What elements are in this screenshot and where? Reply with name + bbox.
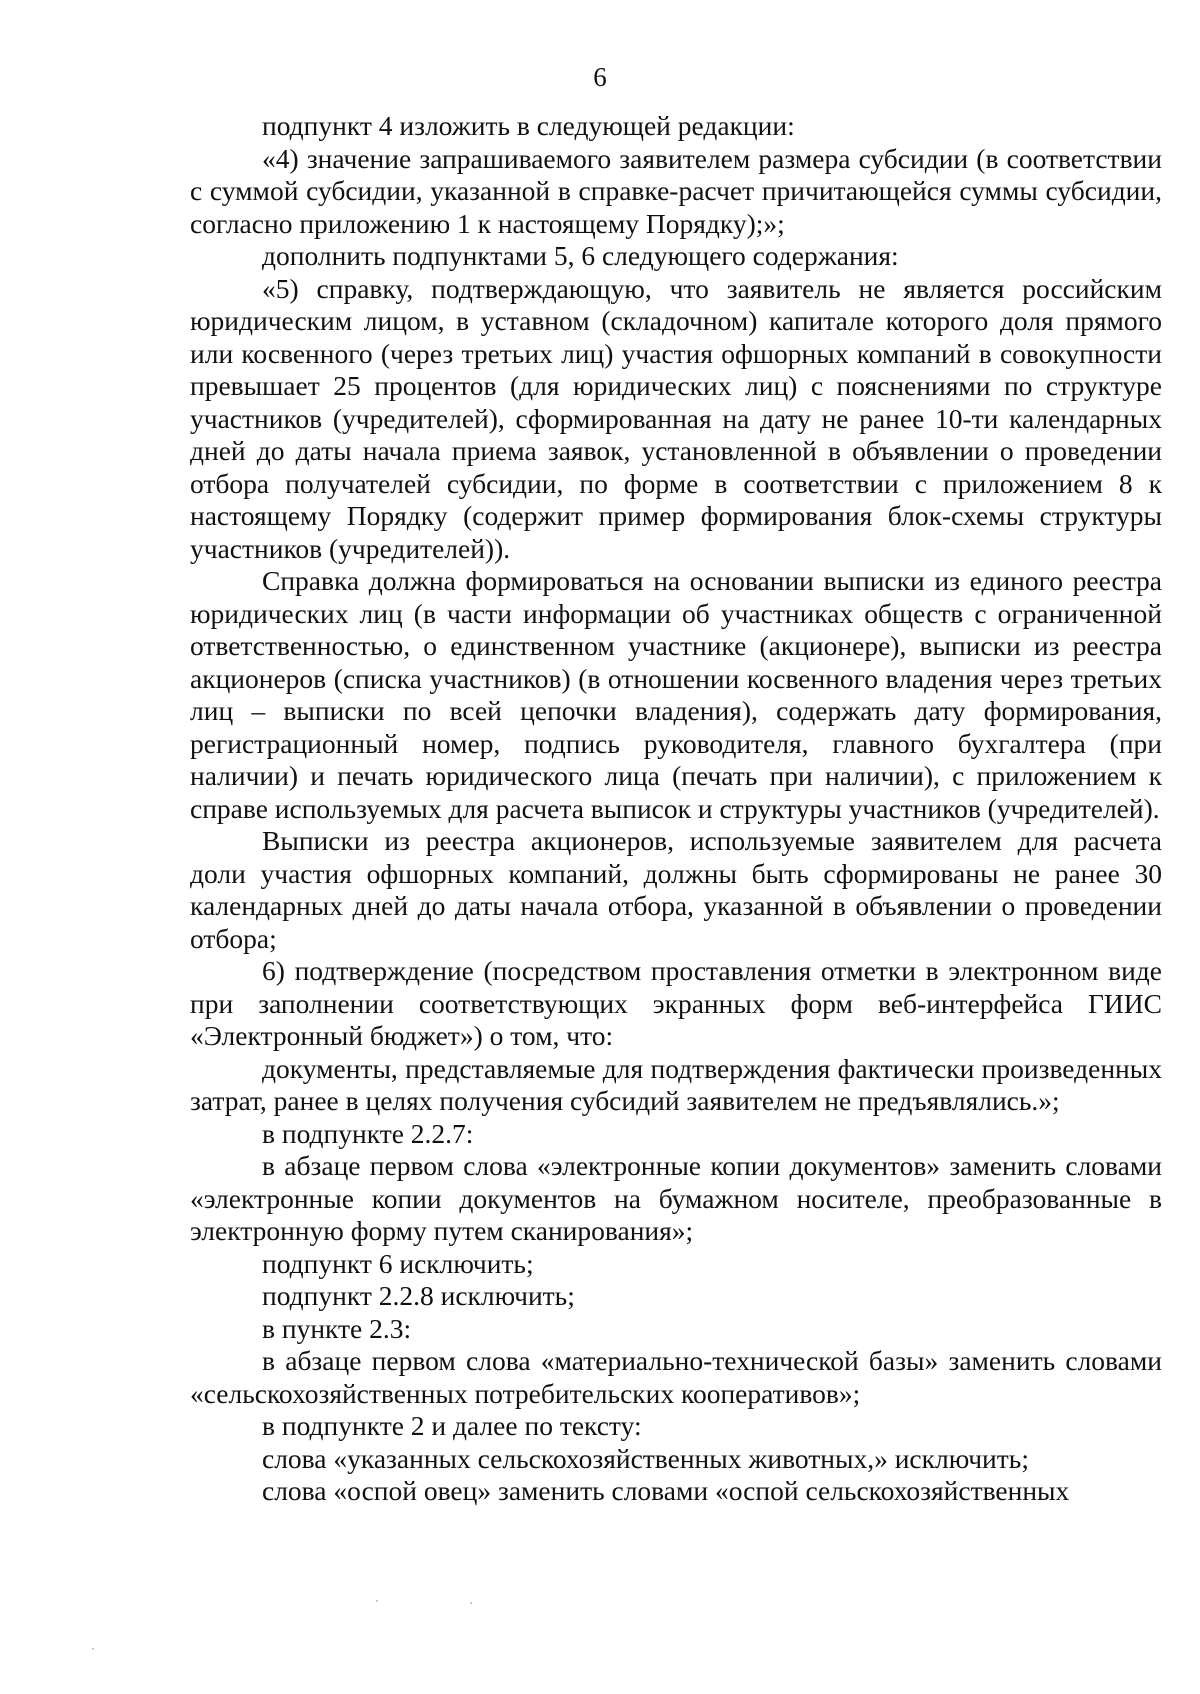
- scan-mark: [470, 1602, 472, 1604]
- paragraph: в подпункте 2 и далее по тексту:: [262, 1410, 642, 1441]
- paragraph: «5) справку, подтверждающую, что заявитель не является российским юридическим лицом, в уставном (складочном) капитале которого доля прямого или косвенного (через третьих лиц) участия офшорных компаний в совокупности превышает 25 процентов (для юридических лиц) с пояснениями по структуре участников (учредителей), сформированная на дату не ранее 10-ти календарных дней до даты начала приема заявок, установленной в объявлении о проведении отбора получателей субсидии, по форме в соответствии с приложением 8 к настоящему Порядку (содержит пример формирования блок-схемы структуры участников (учредителей)).: [190, 272, 1162, 564]
- paragraph: слова «указанных сельскохозяйственных животных,» исключить;: [262, 1442, 1029, 1474]
- document-body: [190, 110, 1162, 1508]
- paragraph: Справка должна формироваться на основании выписки из единого реестра юридических лиц (в части информации об участниках обществ с ограниченной ответственностью, о единственном участнике (акционере), выписки из реестра акционеров (списка участников) (в отношении косвенного владения через третьих лиц – выписки по всей цепочки владения), содержать дату формирования, регистрационный номер, подпись руководителя, главного бухгалтера (при наличии) и печать юридического лица (печать при наличии), с приложением к справе используемых для расчета выписок и структуры участников (учредителей).: [190, 565, 1162, 824]
- paragraph: документы, представляемые для подтверждения фактически произведенных затрат, ранее в целях получения субсидий заявителем не предъявлялись.»;: [190, 1052, 1162, 1116]
- paragraph: в абзаце первом слова «материально-технической базы» заменить словами «сельскохозяйственных потребительских кооперативов»;: [190, 1345, 1162, 1409]
- paragraph: слова «оспой овец» заменить словами «оспой сельскохозяйственных: [262, 1475, 1070, 1506]
- paragraph: 6) подтверждение (посредством проставления отметки в электронном виде при заполнении соответствующих экранных форм веб-интерфейса ГИИС «Электронный бюджет») о том, что:: [190, 955, 1162, 1051]
- paragraph: подпункт 4 изложить в следующей редакции:: [262, 110, 795, 141]
- paragraph: подпункт 2.2.8 исключить;: [262, 1280, 575, 1311]
- paragraph: в пункте 2.3:: [262, 1312, 412, 1344]
- scan-mark: [92, 1648, 94, 1650]
- paragraph: в абзаце первом слова «электронные копии документов» заменить словами «электронные копии документов на бумажном носителе, преобразованные в электронную форму путем сканирования»;: [190, 1150, 1162, 1246]
- paragraph: Выписки из реестра акционеров, используемые заявителем для расчета доли участия офшорных компаний, должны быть сформированы не ранее 30 календарных дней до даты начала отбора, указанной в объявлении о проведении отбора;: [190, 825, 1162, 954]
- paragraph: подпункт 6 исключить;: [262, 1247, 534, 1279]
- paragraph: дополнить подпунктами 5, 6 следующего содержания:: [262, 240, 899, 271]
- paragraph: «4) значение запрашиваемого заявителем размера субсидии (в соответствии с суммой субсидии, указанной в справке-расчет причитающейся суммы субсидии, согласно приложению 1 к настоящему Порядку);»;: [190, 142, 1162, 239]
- paragraph: в подпункте 2.2.7:: [262, 1117, 474, 1149]
- page-number: 6: [593, 62, 607, 92]
- scan-mark: [376, 1600, 378, 1602]
